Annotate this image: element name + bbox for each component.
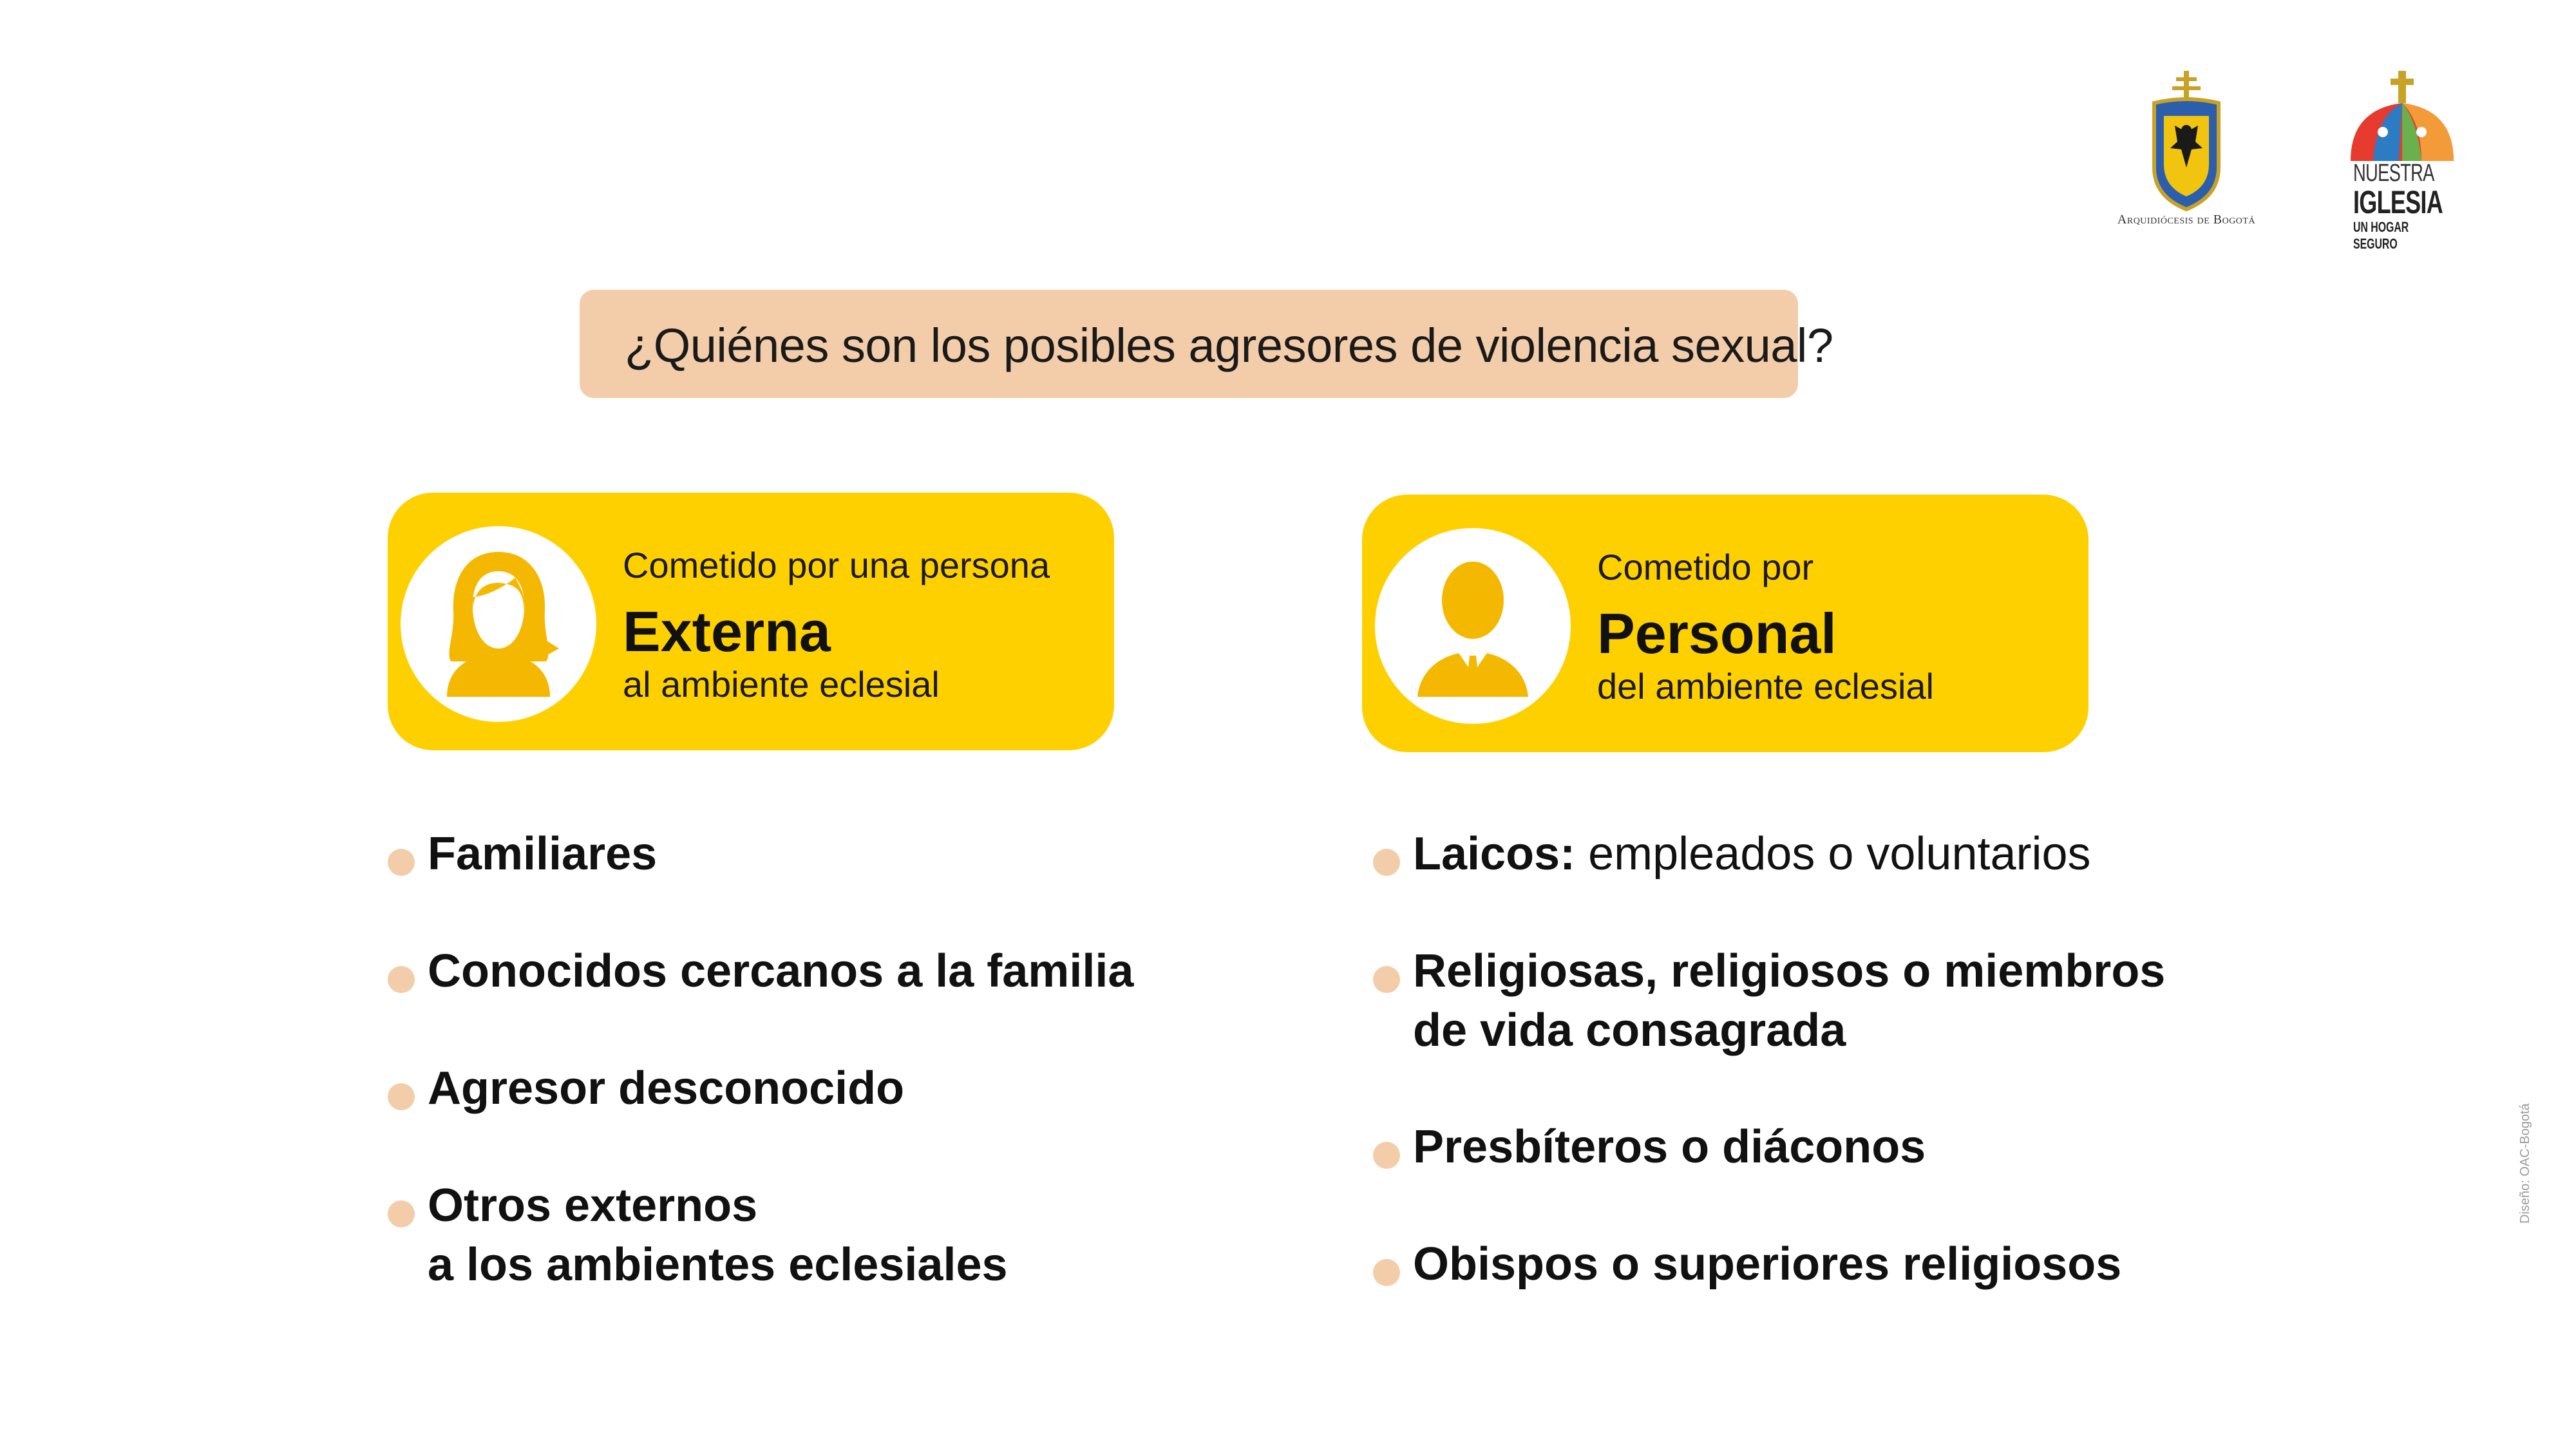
item-text: Obispos o superiores religiosos — [1413, 1238, 2122, 1290]
iglesia-line3: UN HOGAR SEGURO — [2353, 219, 2409, 252]
bullet-dot — [1373, 849, 1400, 876]
card-personal — [1362, 495, 2088, 752]
man-in-suit-icon — [1375, 528, 1571, 724]
avatar-circle — [401, 526, 596, 722]
question-text: ¿Quiénes son los posibles agresores de violencia sexual? — [625, 319, 1833, 372]
item-text: Religiosas, religiosos o miembros — [1413, 945, 2166, 997]
item-text-line2: de vida consagrada — [1413, 1005, 1846, 1056]
avatar-circle — [1375, 528, 1571, 724]
item-text-line2: a los ambientes eclesiales — [428, 1239, 1008, 1291]
card-externa-post: al ambiente eclesial — [623, 664, 940, 705]
coat-of-arms-icon — [2135, 71, 2238, 213]
bullet-dot — [1373, 1259, 1400, 1286]
bullet-dot — [1373, 966, 1400, 993]
bullet-dot — [388, 1200, 415, 1227]
card-personal-pre: Cometido por — [1597, 547, 1814, 587]
card-personal-title: Personal — [1597, 601, 1837, 665]
arquidiocesis-logo — [2096, 71, 2277, 238]
item-text: Presbíteros o diáconos — [1413, 1121, 1926, 1173]
bullet-dot — [388, 1083, 415, 1110]
church-dome-icon — [2338, 71, 2467, 161]
item-text: Otros externos — [428, 1180, 758, 1231]
card-externa — [388, 493, 1114, 750]
card-externa-pre: Cometido por una persona — [623, 545, 1050, 585]
iglesia-line2: IGLESIA — [2353, 184, 2443, 220]
question-banner — [580, 290, 1833, 398]
nuestra-iglesia-logo — [2338, 71, 2467, 252]
design-credit: Diseño: OAC-Bogotá — [2518, 1103, 2532, 1224]
arquidiocesis-caption: Arquidiócesis de Bogotá — [2117, 213, 2256, 227]
bullet-dot — [388, 966, 415, 993]
bullet-dot — [1373, 1142, 1400, 1169]
card-personal-post: del ambiente eclesial — [1597, 666, 1934, 706]
item-text: Conocidos cercanos a la familia — [428, 945, 1134, 997]
item-text: Agresor desconocido — [428, 1063, 905, 1114]
card-externa-title: Externa — [623, 600, 831, 663]
item-text: Familiares — [428, 828, 658, 880]
woman-icon — [401, 526, 596, 722]
item-text: empleados o voluntarios — [1575, 828, 2091, 880]
iglesia-line1: NUESTRA — [2353, 160, 2434, 187]
item-text-bold: Laicos: — [1413, 828, 1576, 880]
bullet-dot — [388, 849, 415, 876]
